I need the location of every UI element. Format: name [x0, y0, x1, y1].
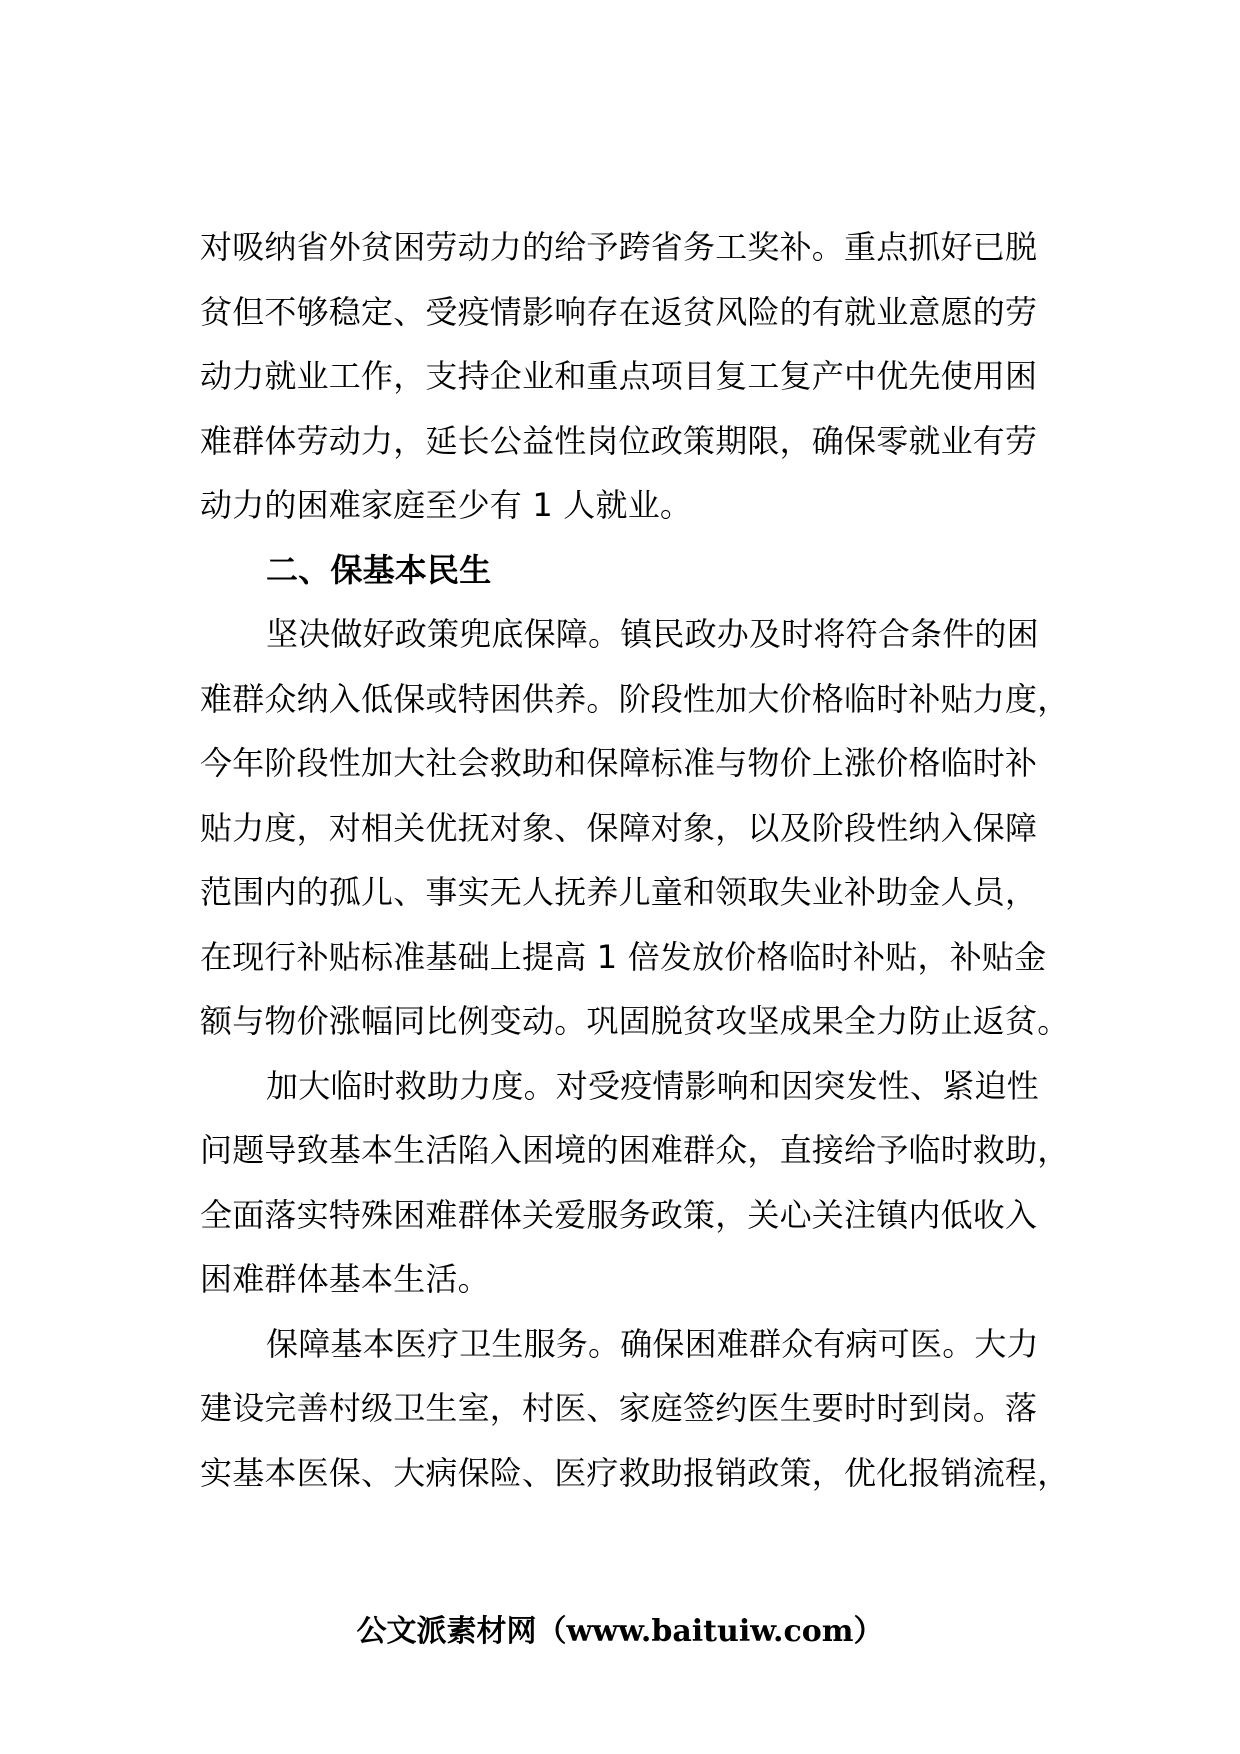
- body-line: 额与物价涨幅同比例变动。巩固脱贫攻坚成果全力防止返贫。: [200, 1002, 1070, 1040]
- body-line: 难群体劳动力，延长公益性岗位政策期限，确保零就业有劳: [200, 421, 1038, 460]
- body-line: 难群众纳入低保或特困供养。阶段性加大价格临时补贴力度，: [200, 679, 1070, 718]
- body-line: 在现行补贴标准基础上提高 1 倍发放价格临时补贴，补贴金: [200, 937, 1047, 976]
- body-line: 困难群体基本生活。: [200, 1260, 490, 1298]
- body-line: 贴力度，对相关优抚对象、保障对象，以及阶段性纳入保障: [200, 808, 1038, 847]
- body-line: 动力就业工作，支持企业和重点项目复工复产中优先使用困: [200, 357, 1038, 395]
- paragraph-first-line: 坚决做好政策兜底保障。镇民政办及时将符合条件的困: [266, 615, 1039, 653]
- body-line: 全面落实特殊困难群体关爱服务政策，关心关注镇内低收入: [200, 1195, 1038, 1234]
- footer-watermark-text: 公文派素材网（www.baituiw.com）: [356, 1614, 884, 1649]
- body-line: 实基本医保、大病保险、医疗救助报销政策，优化报销流程，: [200, 1453, 1070, 1492]
- paragraph-first-line: 加大临时救助力度。对受疫情影响和因突发性、紧迫性: [266, 1066, 1039, 1105]
- body-line: 问题导致基本生活陷入困境的困难群众，直接给予临时救助，: [200, 1131, 1070, 1169]
- body-line: 建设完善村级卫生室，村医、家庭签约医生要时时到岗。落: [200, 1389, 1038, 1427]
- body-line: 今年阶段性加大社会救助和保障标准与物价上涨价格临时补: [200, 744, 1038, 782]
- document-body: [200, 215, 1100, 1505]
- section-heading: 二、保基本民生: [266, 550, 492, 589]
- body-line: 贫但不够稳定、受疫情影响存在返贫风险的有就业意愿的劳: [200, 292, 1038, 331]
- body-line: 范围内的孤儿、事实无人抚养儿童和领取失业补助金人员，: [200, 873, 1038, 911]
- body-line: 动力的困难家庭至少有 1 人就业。: [200, 486, 693, 524]
- paragraph-first-line: 保障基本医疗卫生服务。确保困难群众有病可医。大力: [266, 1324, 1039, 1363]
- body-line: 对吸纳省外贫困劳动力的给予跨省务工奖补。重点抓好已脱: [200, 228, 1038, 266]
